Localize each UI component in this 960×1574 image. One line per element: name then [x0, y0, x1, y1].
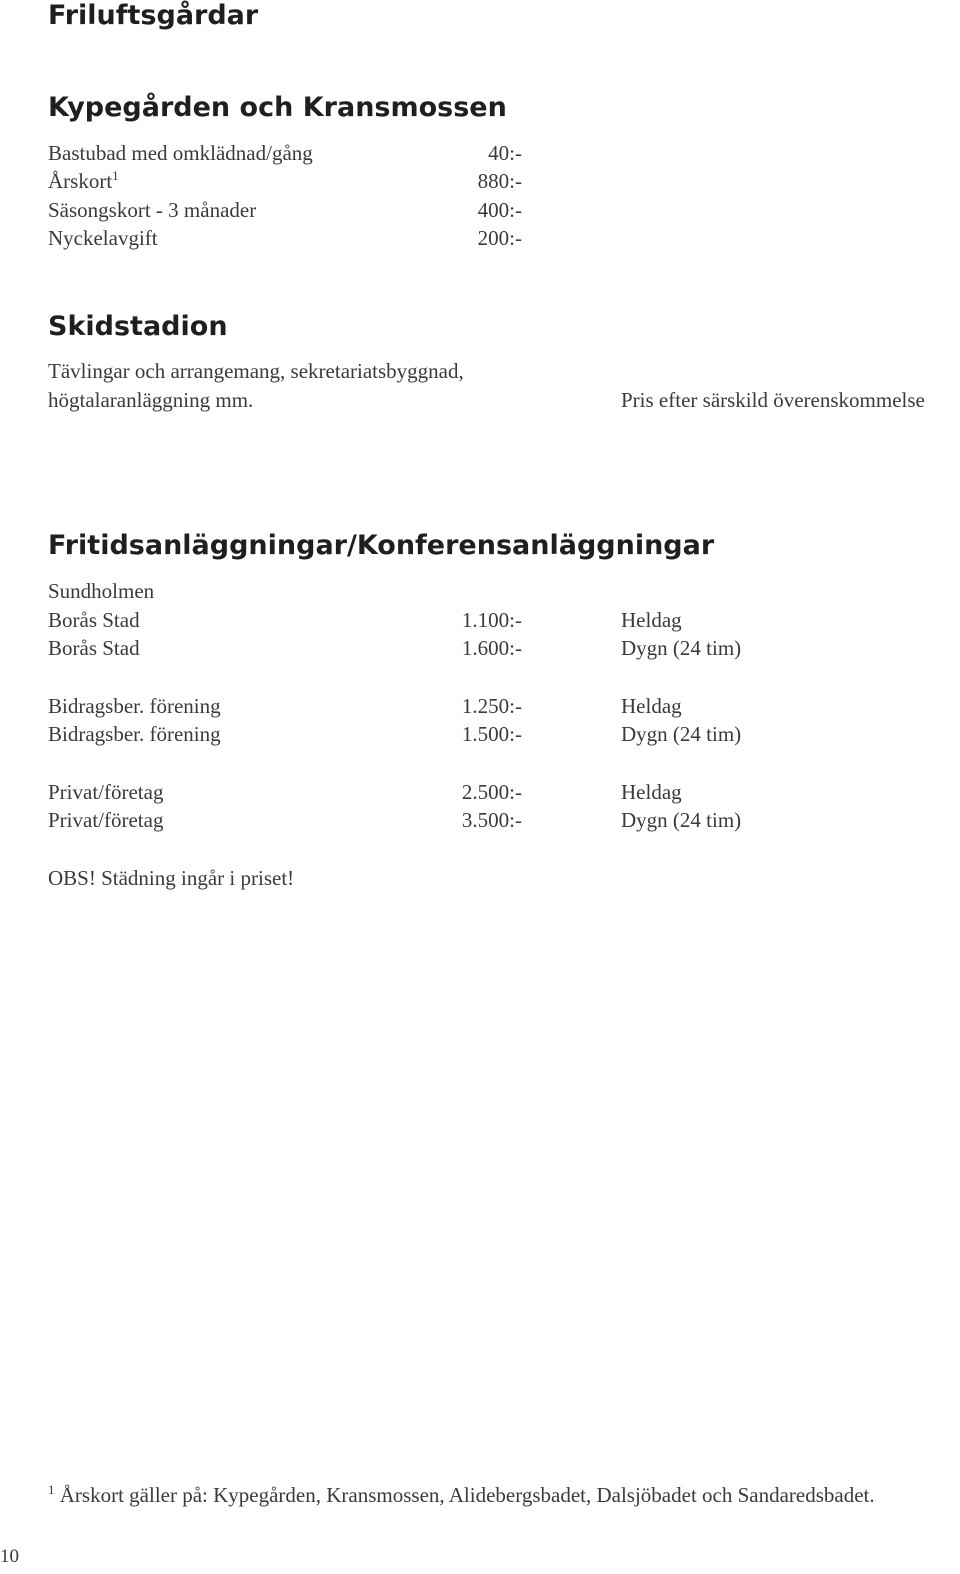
rate-label: Borås Stad	[48, 636, 140, 660]
price-row-value: 880:-	[477, 169, 522, 193]
rate-price: 1.500:-	[461, 722, 522, 746]
rate-period: Heldag	[621, 780, 682, 804]
rate-price: 1.250:-	[461, 694, 522, 718]
skidstadion-price-note: Pris efter särskild överenskommelse	[621, 388, 925, 412]
rate-period: Dygn (24 tim)	[621, 722, 742, 746]
footnote	[48, 1482, 875, 1507]
section-heading-skidstadion: Skidstadion	[48, 311, 228, 342]
price-row-label: Årskort$^1$	[48, 168, 119, 193]
price-row-label: Nyckelavgift	[48, 226, 158, 250]
price-row-value: 400:-	[477, 198, 522, 222]
rate-label: Borås Stad	[48, 608, 140, 632]
section-heading-fritid: Fritidsanläggningar/Konferensanläggningar	[48, 530, 715, 561]
rate-period: Heldag	[621, 694, 682, 718]
price-row-label: Bastubad med omklädnad/gång	[48, 141, 313, 165]
location-name: Sundholmen	[48, 579, 155, 603]
footnote-text: Årskort gäller på: Kypegården, Kransmossen, Alidebergsbadet, Dalsjöbadet och Sandaredsbadet.	[59, 1483, 875, 1507]
price-row-value: 200:-	[477, 226, 522, 250]
rate-label: Privat/företag	[48, 808, 164, 832]
rate-price: 3.500:-	[461, 808, 522, 832]
rate-price: 1.600:-	[461, 636, 522, 660]
skidstadion-description: Tävlingar och arrangemang, sekretariatsbyggnad,	[48, 359, 464, 383]
rate-price: 1.100:-	[461, 608, 522, 632]
skidstadion-description: högtalaranläggning mm.	[48, 388, 254, 412]
price-row-value: 40:-	[488, 141, 522, 165]
footnote-marker: 1	[112, 168, 119, 183]
rate-period: Dygn (24 tim)	[621, 636, 742, 660]
page-title: Friluftsgårdar	[48, 0, 259, 31]
footnote-number: 1	[48, 1482, 55, 1497]
price-row-label: Säsongskort - 3 månader	[48, 198, 257, 222]
section-heading-kypegarden: Kypegården och Kransmossen	[48, 92, 507, 123]
rate-label: Bidragsber. förening	[48, 694, 221, 718]
rate-price: 2.500:-	[461, 780, 522, 804]
rate-label: Bidragsber. förening	[48, 722, 221, 746]
cleaning-note: OBS! Städning ingår i priset!	[48, 866, 295, 890]
rate-period: Dygn (24 tim)	[621, 808, 742, 832]
rate-period: Heldag	[621, 608, 682, 632]
page-number: 10	[0, 1546, 19, 1567]
rate-label: Privat/företag	[48, 780, 164, 804]
